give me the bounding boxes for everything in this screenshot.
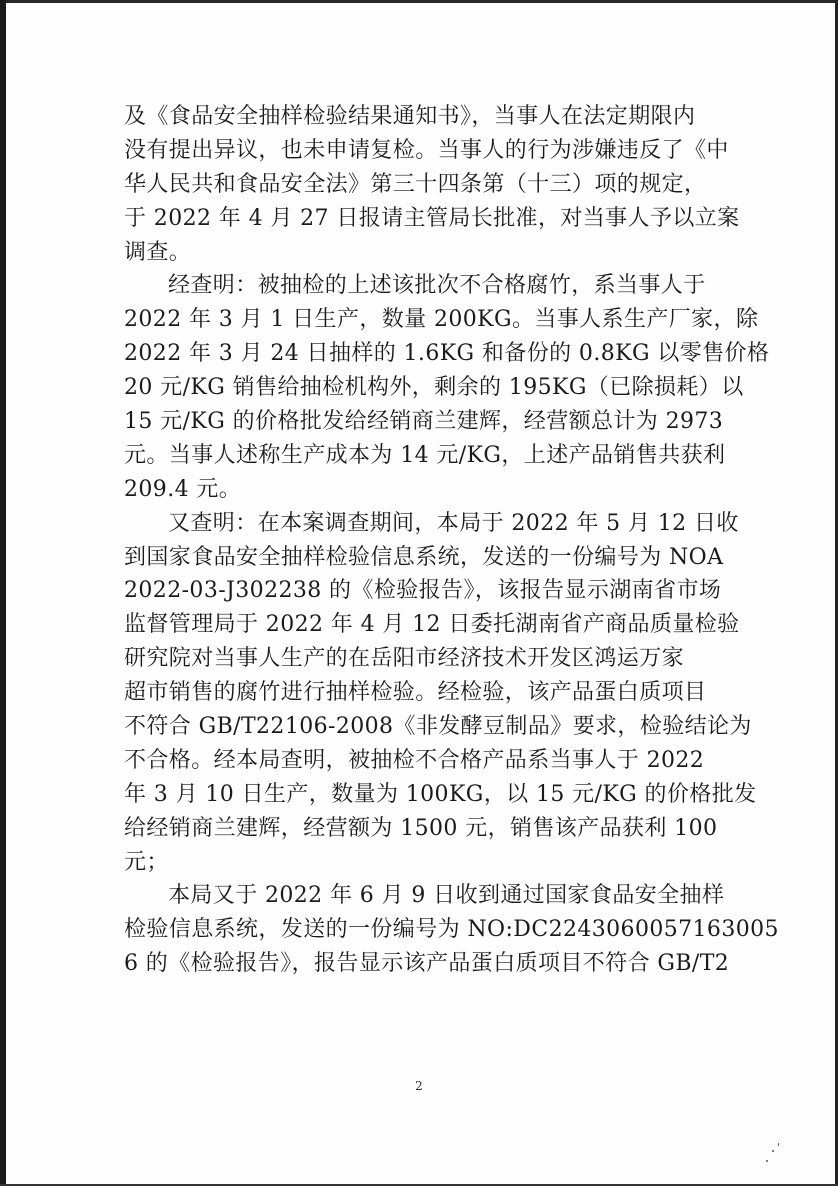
text-line: 于 2022 年 4 月 27 日报请主管局长批准，对当事人予以立案 [124, 205, 740, 231]
text-line: 本局又于 2022 年 6 月 9 日收到通过国家食品安全抽样 [168, 883, 725, 909]
text-line: 调查。 [124, 239, 192, 265]
paragraph [124, 100, 740, 269]
text-line: 研究院对当事人生产的在岳阳市经济技术开发区鸿运万家 [124, 646, 685, 672]
text-line: 华人民共和食品安全法》第三十四条第（十三）项的规定， [124, 171, 707, 197]
paragraph [124, 269, 770, 506]
text-line: 年 3 月 10 日生产，数量为 100KG，以 15 元/KG 的价格批发 [124, 781, 757, 807]
text-line: 及《食品安全抽样检验结果通知书》，当事人在法定期限内 [124, 104, 696, 129]
document-body [124, 100, 779, 981]
text-line: 元。当事人述称生产成本为 14 元/KG，上述产品销售共获利 [124, 442, 726, 468]
text-line: 15 元/KG 的价格批发给经销商兰建辉，经营额总计为 2973 [124, 409, 724, 435]
text-line: 元； [124, 849, 169, 875]
text-line: 检验信息系统，发送的一份编号为 NO:DC2243060057163005 [124, 917, 779, 943]
scan-speck [766, 1160, 768, 1162]
text-line: 监督管理局于 2022 年 4 月 12 日委托湖南省产商品质量检验 [124, 612, 740, 638]
paragraph [124, 507, 757, 880]
scan-edge-left [0, 0, 6, 1186]
paragraph [124, 879, 779, 981]
text-line: 2022-03-J302238 的《检验报告》，该报告显示湖南省市场 [124, 578, 722, 604]
scan-speck [772, 1150, 774, 1152]
page-number: 2 [415, 1079, 423, 1093]
text-line: 20 元/KG 销售给抽检机构外，剩余的 195KG（已除损耗）以 [124, 375, 744, 401]
text-line: 209.4 元。 [124, 476, 242, 502]
text-line: 没有提出异议，也未申请复检。当事人的行为涉嫌违反了《中 [124, 137, 729, 163]
text-line: 不符合 GB/T22106-2008《非发酵豆制品》要求，检验结论为 [124, 714, 752, 740]
text-line: 给经销商兰建辉，经营额为 1500 元，销售该产品获利 100 [124, 815, 718, 841]
text-line: 超市销售的腐竹进行抽样检验。经检验，该产品蛋白质项目 [124, 680, 707, 706]
text-line: 2022 年 3 月 24 日抽样的 1.6KG 和备份的 0.8KG 以零售价格 [124, 341, 770, 367]
text-line: 经查明：被抽检的上述该批次不合格腐竹，系当事人于 [168, 273, 706, 299]
text-line: 又查明：在本案调查期间，本局于 2022 年 5 月 12 日收 [168, 510, 739, 536]
text-line: 6 的《检验报告》，报告显示该产品蛋白质项目不符合 GB/T2 [124, 951, 730, 977]
text-line: 2022 年 3 月 1 日生产，数量 200KG。当事人系生产厂家，除 [124, 307, 759, 333]
text-line: 到国家食品安全抽样检验信息系统，发送的一份编号为 NOA [124, 544, 724, 570]
scan-speck [778, 1143, 779, 1146]
text-line: 不合格。经本局查明，被抽检不合格产品系当事人于 2022 [124, 747, 705, 773]
scan-edge-top [0, 0, 838, 3]
